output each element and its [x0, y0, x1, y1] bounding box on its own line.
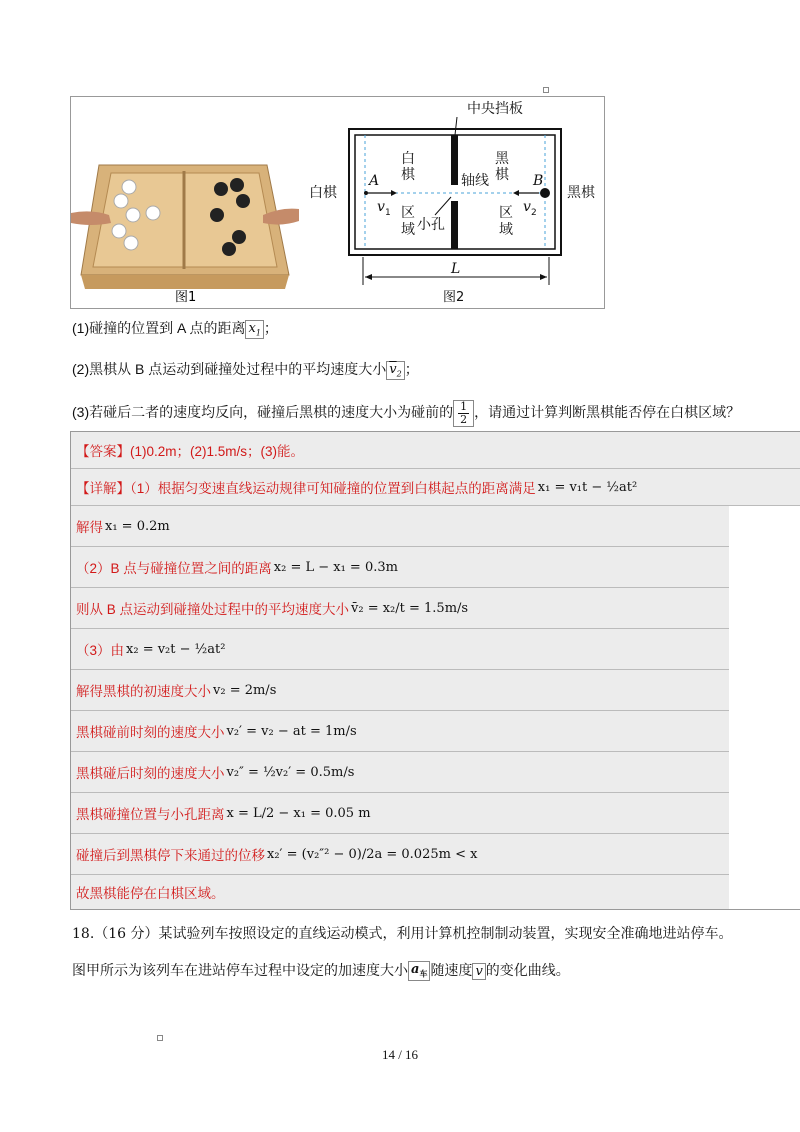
answer-row: [71, 629, 729, 670]
detail-text: 碰撞后到黑棋停下来通过的位移: [76, 848, 265, 863]
v1-sub: 1: [385, 208, 391, 218]
answer-row: [71, 752, 729, 793]
answer-blank: $\overline{v}_2$: [386, 361, 404, 380]
point-b-label: B: [533, 173, 544, 189]
question-1: [72, 318, 278, 339]
speed-symbol-box: v: [472, 963, 485, 980]
formula: v₂′ = v₂ − at = 1m/s: [226, 723, 357, 739]
formula: v₂″ = ½v₂′ = 0.5m/s: [226, 764, 355, 780]
answer-row: [71, 588, 729, 629]
answer-row: [71, 432, 800, 469]
question-3-text: (3)若碰后二者的速度均反向，碰撞后黑棋的速度大小为碰前的: [72, 404, 454, 421]
formula: v̄₂ = x₂/t = 1.5m/s: [351, 600, 469, 616]
zone-text: 区: [401, 205, 415, 221]
white-piece-label: 白棋: [309, 185, 337, 201]
black-piece-label: 黑棋: [567, 185, 595, 201]
answer-row: [71, 875, 729, 909]
fig2-caption: 图2: [443, 290, 465, 305]
formula: v₂ = 2m/s: [213, 682, 277, 698]
point-a-label: A: [369, 173, 380, 189]
center-board-label: 中央挡板: [467, 101, 523, 117]
detail-text: 解得黑棋的初速度大小: [76, 684, 211, 699]
question-1-text: (1)碰撞的位置到 A 点的距离: [72, 320, 246, 336]
question-2-text: (2)黑棋从 B 点运动到碰撞处过程中的平均速度大小: [72, 361, 387, 377]
fig1-caption: 图1: [175, 290, 197, 305]
answer-row: [71, 834, 729, 875]
axis-label: 轴线: [461, 173, 489, 189]
answer-row: [71, 547, 729, 588]
question-2: [72, 359, 419, 380]
board-photo: [71, 165, 299, 289]
question-2-end: ；: [404, 361, 419, 377]
q18-text: 的变化曲线。: [485, 963, 570, 979]
q18-text: 随速度: [430, 963, 473, 979]
question-3-end: ，请通过计算判断黑棋能否停在白棋区域？: [474, 404, 741, 421]
detail-text: 解得: [76, 520, 103, 535]
detail-text: 【详解】（1）根据匀变速直线运动规律可知碰撞的位置到白棋起点的距离满足: [76, 481, 536, 496]
formula: x₂ = L − x₁ = 0.3m: [273, 559, 398, 575]
formula: x₂ = v₂t − ½at²: [126, 641, 226, 657]
question-1-end: ；: [263, 320, 278, 336]
formula: x = L/2 − x₁ = 0.05 m: [226, 805, 371, 821]
paragraph-mark: [157, 1035, 163, 1041]
answer-row: [71, 711, 729, 752]
page-number: 14 / 16: [381, 1047, 419, 1062]
detail-text: 黑棋碰后时刻的速度大小: [76, 766, 225, 781]
v2-sub: 2: [531, 208, 537, 218]
answer-blank: $x_1$: [245, 320, 263, 339]
question-3: [72, 400, 740, 427]
answer-summary: 【答案】(1)0.2m；(2)1.5m/s；(3)能。: [76, 444, 305, 459]
answer-row: [71, 793, 729, 834]
answer-row: [71, 506, 729, 547]
question-18-line-2: [72, 960, 570, 981]
zone-text: 域: [499, 222, 513, 238]
detail-text: （2）B 点与碰撞位置之间的距离: [76, 561, 272, 576]
q18-text: 图甲所示为该列车在进站停车过程中设定的加速度大小: [72, 963, 408, 979]
white-zone-text: 白: [401, 151, 415, 167]
zone-text: 区: [499, 205, 513, 221]
conclusion-text: 故黑棋能停在白棋区域。: [76, 886, 225, 901]
paragraph-mark: [543, 87, 549, 93]
white-zone-text: 棋: [401, 167, 415, 183]
answer-row: [71, 670, 729, 711]
detail-text: 则从 B 点运动到碰撞处过程中的平均速度大小: [76, 602, 350, 617]
figure-svg: [71, 97, 604, 308]
zone-text: 域: [401, 222, 415, 238]
v2-label: v: [523, 199, 531, 215]
length-label: L: [451, 261, 461, 277]
answer-row: [71, 469, 800, 506]
detail-text: （3）由: [76, 643, 125, 658]
formula: x₁ = v₁t − ½at²: [537, 479, 638, 495]
detail-text: 黑棋碰撞位置与小孔距离: [76, 807, 225, 822]
fraction-box: $\frac{1}{2}$: [453, 400, 474, 427]
black-zone-text: 黑: [495, 151, 509, 167]
detail-text: 黑棋碰前时刻的速度大小: [76, 725, 225, 740]
hole-label: 小孔: [417, 217, 445, 233]
answer-table: [70, 431, 800, 910]
question-18-line-1: 18.（16 分）某试验列车按照设定的直线运动模式，利用计算机控制制动装置，实现安全准确地进站停车。: [72, 926, 733, 942]
v1-label: v: [377, 199, 385, 215]
formula: x₁ = 0.2m: [105, 518, 170, 534]
formula: x₂′ = (v₂″² − 0)/2a = 0.025m < x: [267, 846, 478, 862]
black-zone-text: 棋: [495, 167, 509, 183]
figure-panel: [70, 96, 605, 309]
accel-symbol-box: $a_车$: [408, 961, 430, 981]
